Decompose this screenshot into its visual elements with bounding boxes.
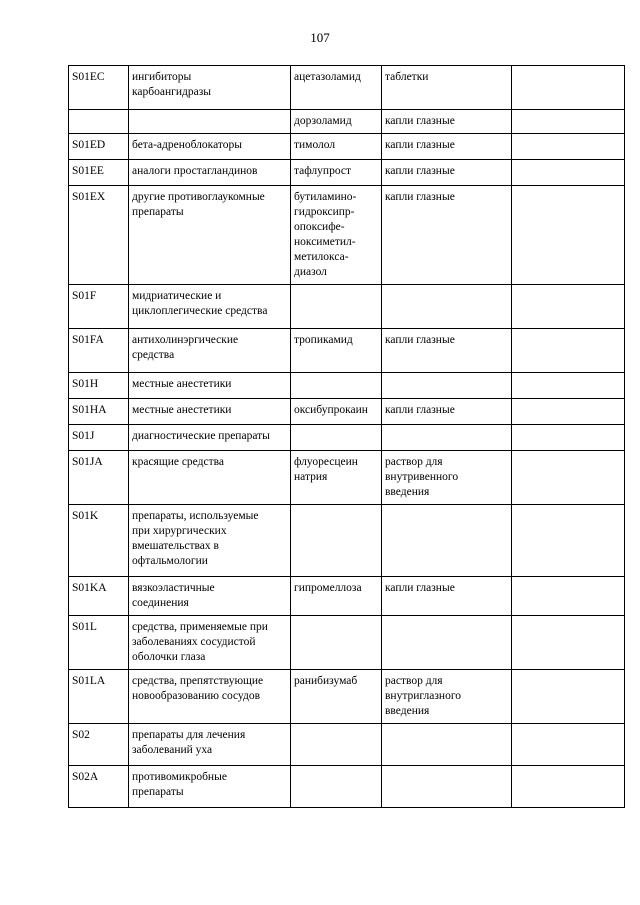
atc-code-cell: S01LA [69,670,129,724]
table-row [69,505,625,577]
notes-cell [512,186,625,285]
dosage-form-cell [382,373,512,399]
dosage-form-cell [382,616,512,670]
atc-code-cell: S01JA [69,451,129,505]
atc-code-cell: S01EX [69,186,129,285]
therapeutic-group-cell: аналоги простагландинов [129,160,291,186]
dosage-form-cell: капли глазные [382,186,512,285]
therapeutic-group-cell [129,110,291,134]
page-number: 107 [310,30,330,45]
drug-name-cell [291,766,382,808]
atc-code-cell: S01ED [69,134,129,160]
table-row [69,134,625,160]
notes-cell [512,110,625,134]
drug-name-cell: тропикамид [291,329,382,373]
table-row [69,616,625,670]
therapeutic-group-cell: препараты, используемые при хирургических вмешательствах в офтальмологии [129,505,291,577]
notes-cell [512,577,625,616]
atc-code-cell: S01L [69,616,129,670]
drug-name-cell [291,505,382,577]
drug-name-cell: ранибизумаб [291,670,382,724]
drug-name-cell: бутиламино- гидроксипр- опоксифе- ноксиметил- метилокса- диазол [291,186,382,285]
therapeutic-group-cell: диагностические препараты [129,425,291,451]
table-row [69,66,625,110]
drug-name-cell [291,425,382,451]
drug-name-cell: тафлупрост [291,160,382,186]
atc-code-cell: S01F [69,285,129,329]
notes-cell [512,329,625,373]
notes-cell [512,670,625,724]
drug-name-cell [291,373,382,399]
table-row [69,451,625,505]
dosage-form-cell: раствор для внутривенного введения [382,451,512,505]
notes-cell [512,373,625,399]
table-row [69,724,625,766]
therapeutic-group-cell: бета-адреноблокаторы [129,134,291,160]
therapeutic-group-cell: другие противоглаукомные препараты [129,186,291,285]
table-row [69,285,625,329]
drug-name-cell: оксибупрокаин [291,399,382,425]
therapeutic-group-cell: местные анестетики [129,399,291,425]
notes-cell [512,766,625,808]
table-row [69,373,625,399]
table-row [69,110,625,134]
drug-classification-table [68,65,625,808]
dosage-form-cell: капли глазные [382,134,512,160]
dosage-form-cell: капли глазные [382,329,512,373]
therapeutic-group-cell: вязкоэластичные соединения [129,577,291,616]
drug-name-cell: флуоресцеин натрия [291,451,382,505]
notes-cell [512,399,625,425]
notes-cell [512,616,625,670]
table-row [69,766,625,808]
drug-name-cell: тимолол [291,134,382,160]
notes-cell [512,505,625,577]
atc-code-cell: S01H [69,373,129,399]
dosage-form-cell: таблетки [382,66,512,110]
dosage-form-cell [382,724,512,766]
dosage-form-cell: капли глазные [382,110,512,134]
dosage-form-cell [382,425,512,451]
dosage-form-cell: капли глазные [382,160,512,186]
drug-name-cell: дорзоламид [291,110,382,134]
notes-cell [512,451,625,505]
dosage-form-cell [382,285,512,329]
therapeutic-group-cell: препараты для лечения заболеваний уха [129,724,291,766]
dosage-form-cell: раствор для внутриглазного введения [382,670,512,724]
table-row [69,160,625,186]
therapeutic-group-cell: средства, препятствующие новообразованию сосудов [129,670,291,724]
dosage-form-cell: капли глазные [382,399,512,425]
therapeutic-group-cell: антихолинэргические средства [129,329,291,373]
atc-code-cell: S02A [69,766,129,808]
drug-name-cell [291,285,382,329]
drug-name-cell [291,616,382,670]
atc-code-cell [69,110,129,134]
therapeutic-group-cell: местные анестетики [129,373,291,399]
notes-cell [512,425,625,451]
table-row [69,425,625,451]
therapeutic-group-cell: красящие средства [129,451,291,505]
atc-code-cell: S01K [69,505,129,577]
therapeutic-group-cell: ингибиторы карбоангидразы [129,66,291,110]
table-row [69,399,625,425]
table-row [69,329,625,373]
notes-cell [512,66,625,110]
atc-code-cell: S01KA [69,577,129,616]
atc-code-cell: S01EC [69,66,129,110]
notes-cell [512,160,625,186]
table-row [69,186,625,285]
atc-code-cell: S01HA [69,399,129,425]
drug-name-cell: гипромеллоза [291,577,382,616]
dosage-form-cell [382,766,512,808]
atc-code-cell: S01EE [69,160,129,186]
drug-name-cell [291,724,382,766]
therapeutic-group-cell: средства, применяемые при заболеваниях сосудистой оболочки глаза [129,616,291,670]
dosage-form-cell: капли глазные [382,577,512,616]
drug-name-cell: ацетазоламид [291,66,382,110]
atc-code-cell: S01FA [69,329,129,373]
atc-code-cell: S01J [69,425,129,451]
notes-cell [512,285,625,329]
atc-code-cell: S02 [69,724,129,766]
therapeutic-group-cell: мидриатические и циклоплегические средства [129,285,291,329]
notes-cell [512,134,625,160]
dosage-form-cell [382,505,512,577]
therapeutic-group-cell: противомикробные препараты [129,766,291,808]
table-row [69,670,625,724]
table-body [69,66,625,808]
table-row [69,577,625,616]
notes-cell [512,724,625,766]
